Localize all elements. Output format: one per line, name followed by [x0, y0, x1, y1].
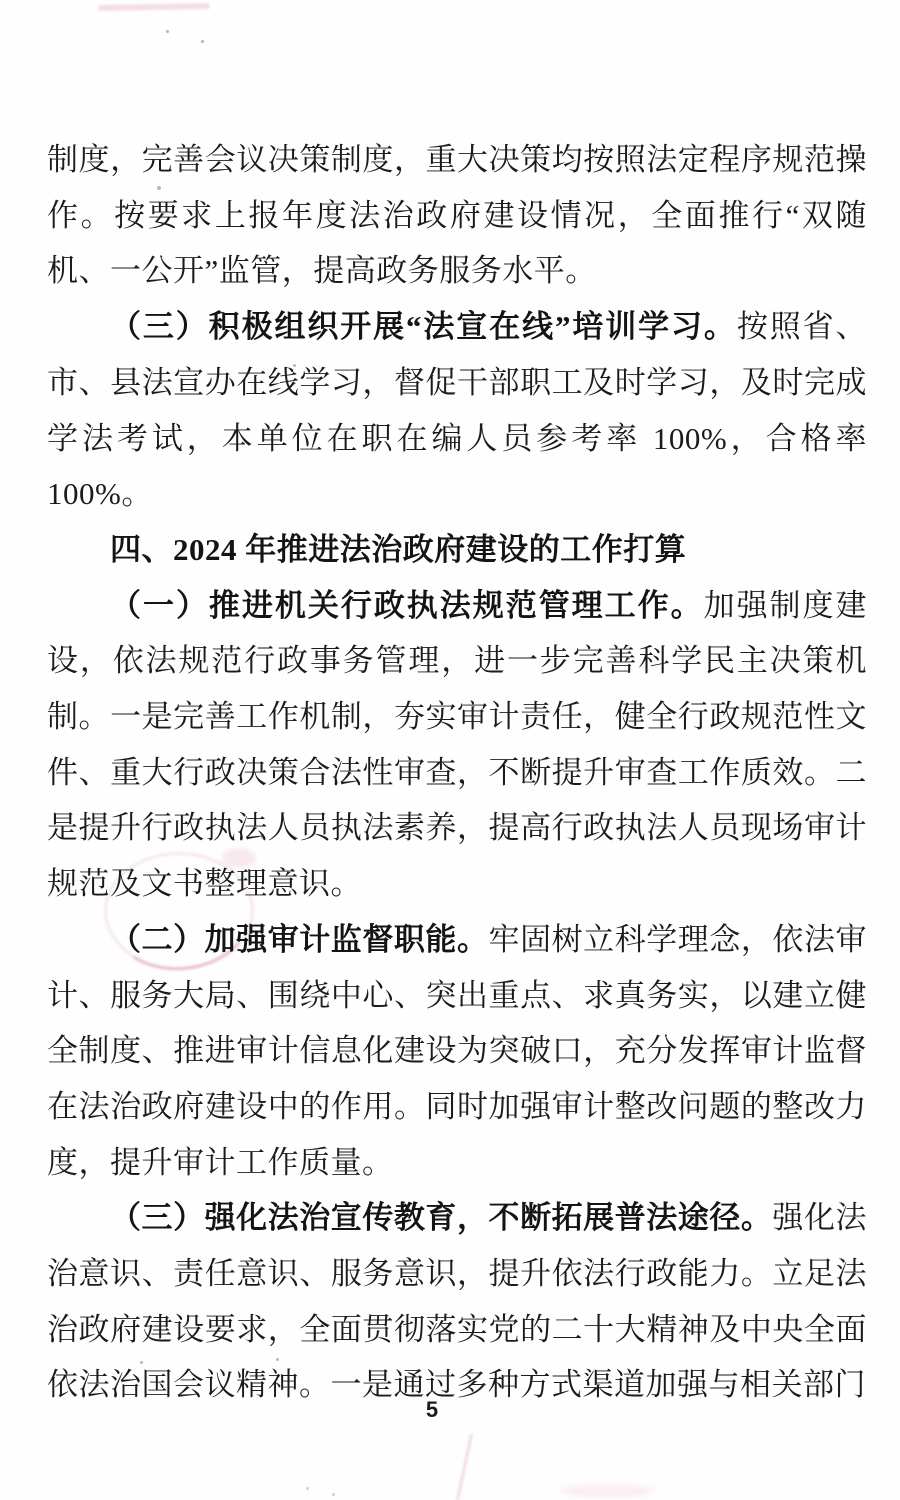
- paragraph-lead: （三）强化法治宣传教育，不断拓展普法途径。: [110, 1200, 773, 1236]
- paragraph-lead: 四、2024 年推进法治政府建设的工作打算: [110, 531, 687, 567]
- scan-speck: [332, 1493, 335, 1496]
- page-number: 5: [425, 1397, 439, 1422]
- paragraph-lead: （二）加强审计监督职能。: [110, 921, 489, 957]
- scan-smudge: [98, 3, 210, 11]
- paragraph: [47, 1190, 867, 1413]
- paragraph-text: 加强制度建设，依法规范行政事务管理，进一步完善科学民主决策机制。一是完善工作机制，夯实审计责任，健全行政规范性文件、重大行政决策合法性审查，不断提升审查工作质效。二是提升行政执法人员执法素养，提高行政执法人员现场审计规范及文书整理意识。: [47, 587, 868, 902]
- pink-streak-mark: [456, 1434, 473, 1500]
- paragraph: [47, 299, 867, 522]
- scan-speck: [306, 1487, 309, 1490]
- paragraph: [47, 912, 867, 1191]
- section-heading: [47, 522, 867, 578]
- paragraph: [47, 132, 867, 299]
- paragraph-text: 按照省、市、县法宣办在线学习，督促干部职工及时学习，及时完成学法考试，本单位在职在编人员参考率 100%，合格率 100%。: [47, 309, 868, 512]
- document-body: [47, 132, 867, 1413]
- paragraph-text: 牢固树立科学理念，依法审计、服务大局、围绕中心、突出重点、求真务实，以建立健全制度、推进审计信息化建设为突破口，充分发挥审计监督在法治政府建设中的作用。同时加强审计整改问题的整改力度，提升审计工作质量。: [47, 921, 868, 1180]
- paragraph-lead: （一）推进机关行政执法规范管理工作。: [110, 587, 704, 623]
- scan-speck: [201, 40, 204, 43]
- paragraph-lead: （三）积极组织开展“法宣在线”培训学习。: [110, 309, 737, 345]
- pink-tinge-mark: [560, 1484, 655, 1498]
- scan-speck: [166, 30, 169, 33]
- paragraph-text: 制度，完善会议决策制度，重大决策均按照法定程序规范操作。按要求上报年度法治政府建设情况，全面推行“双随机、一公开”监管，提高政务服务水平。: [47, 142, 867, 289]
- paragraph: [47, 578, 867, 912]
- paragraph-text: 强化法治意识、责任意识、服务意识，提升依法行政能力。立足法治政府建设要求，全面贯彻落实党的二十大精神及中央全面依法治国会议精神。一是通过多种方式渠道加强与相关部门: [47, 1200, 868, 1403]
